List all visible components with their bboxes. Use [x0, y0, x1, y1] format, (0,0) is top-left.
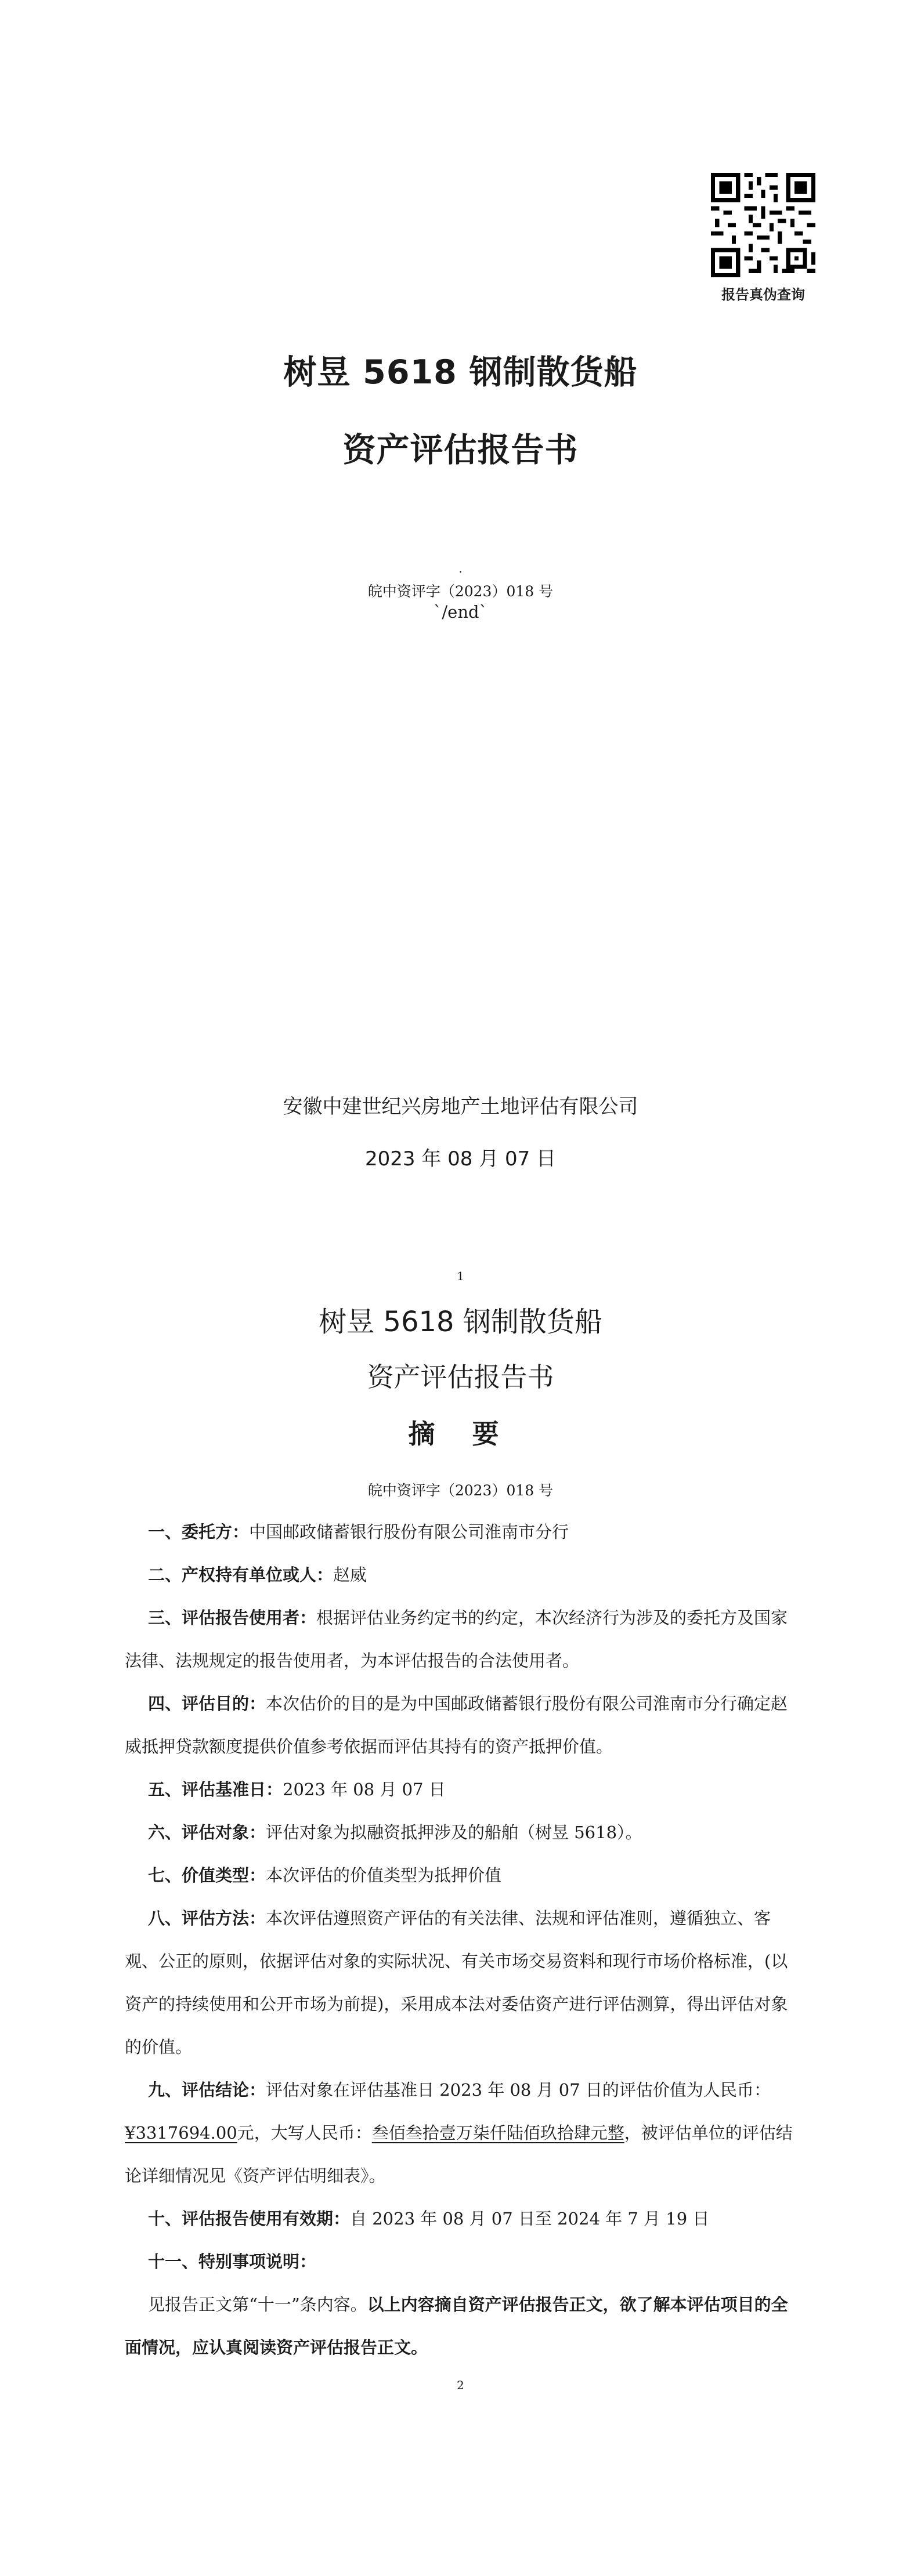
user-label: 三、评估报告使用者： [148, 1608, 317, 1628]
purpose-text: 本次估价的目的是为中国邮政储蓄银行股份有限公司淮南市分行确定赵威抵押贷款额度提供价值参考依据而评估其持有的资产抵押价值。 [125, 1694, 788, 1756]
validity-label: 十、评估报告使用有效期： [148, 2209, 351, 2229]
item-base-date [125, 1768, 800, 1811]
qr-verify-label: 报告真伪查询 [721, 287, 805, 303]
conclusion-text-2: 元，大写人民币： [237, 2123, 372, 2143]
cover-date: 2023 年 08 月 07 日 [364, 1147, 557, 1171]
summary-heading: 摘 要 [408, 1418, 513, 1450]
special-label: 十一、特别事项说明： [148, 2252, 317, 2271]
purpose-label: 四、评估目的： [148, 1694, 266, 1713]
value-type-label: 七、价值类型： [148, 1865, 266, 1885]
owner-text: 赵威 [333, 1565, 367, 1585]
item-owner [125, 1553, 800, 1596]
item-client [125, 1510, 800, 1553]
method-text: 本次评估遵照资产评估的有关法律、法规和评估准则，遵循独立、客观、公正的原则，依据评估对象的实际状况、有关市场交易资料和现行市场价格标准，(以资产的持续使用和公开市场为前提)，采用成本法对委估资产进行评估测算，得出评估对象的价值。 [125, 1908, 788, 2057]
conclusion-label: 九、评估结论： [148, 2080, 266, 2100]
base-date-label: 五、评估基准日： [148, 1780, 283, 1799]
item-special-body [125, 2283, 800, 2369]
summary-title-line1: 树昱 5618 钢制散货船 [319, 1306, 602, 1338]
object-text: 评估对象为拟融资抵押涉及的船舶（树昱 5618）。 [266, 1823, 642, 1842]
qr-code-icon[interactable] [711, 173, 815, 277]
special-emphasis: 以上内容摘自资产评估报告正文，欲了解本评估项目的全面情况，应认真阅读资产评估报告正文。 [125, 2295, 788, 2357]
conclusion-text-3: ，被评估单位的评估结论详细情况见《资产评估明细表》。 [125, 2123, 793, 2186]
item-object [125, 1811, 800, 1854]
cover-end-mark: `/end` [433, 602, 488, 622]
cover-dot: . [458, 561, 463, 575]
cover-report-number: 皖中资评字（2023）018 号 [367, 583, 554, 600]
cover-title-line1: 树昱 5618 钢制散货船 [283, 353, 638, 392]
summary-report-number: 皖中资评字（2023）018 号 [367, 1482, 554, 1499]
item-validity [125, 2197, 800, 2240]
cover-title-line2: 资产评估报告书 [342, 431, 579, 469]
item-method [125, 1897, 800, 2068]
cover-company-name: 安徽中建世纪兴房地产土地评估有限公司 [283, 1095, 638, 1118]
conclusion-amount-words: 叁佰叁拾壹万柒仟陆佰玖拾肆元整 [371, 2123, 624, 2143]
method-label: 八、评估方法： [148, 1908, 266, 1928]
client-text: 中国邮政储蓄银行股份有限公司淮南市分行 [249, 1522, 569, 1542]
summary-title-line2: 资产评估报告书 [367, 1361, 554, 1393]
value-type-text: 本次评估的价值类型为抵押价值 [266, 1865, 502, 1885]
item-special [125, 2240, 800, 2283]
item-purpose [125, 1682, 800, 1768]
item-value-type [125, 1854, 800, 1897]
client-label: 一、委托方： [148, 1522, 250, 1542]
base-date-text: 2023 年 08 月 07 日 [283, 1780, 446, 1799]
owner-label: 二、产权持有单位或人： [148, 1565, 334, 1585]
conclusion-amount: ¥3317694.00 [125, 2123, 237, 2143]
page-number-2: 2 [457, 2378, 464, 2392]
object-label: 六、评估对象： [148, 1823, 266, 1842]
special-text: 见报告正文第“十一”条内容。 [148, 2295, 367, 2314]
validity-text: 自 2023 年 08 月 07 日至 2024 年 7 月 19 日 [350, 2209, 710, 2229]
item-report-user [125, 1596, 800, 1682]
page-number-1: 1 [457, 1269, 464, 1283]
user-text: 根据评估业务约定书的约定，本次经济行为涉及的委托方及国家法律、法规规定的报告使用者，为本评估报告的合法使用者。 [125, 1608, 788, 1671]
item-conclusion [125, 2068, 800, 2197]
conclusion-text-1: 评估对象在评估基准日 2023 年 08 月 07 日的评估价值为人民币： [266, 2080, 771, 2100]
summary-body [125, 1510, 800, 2369]
